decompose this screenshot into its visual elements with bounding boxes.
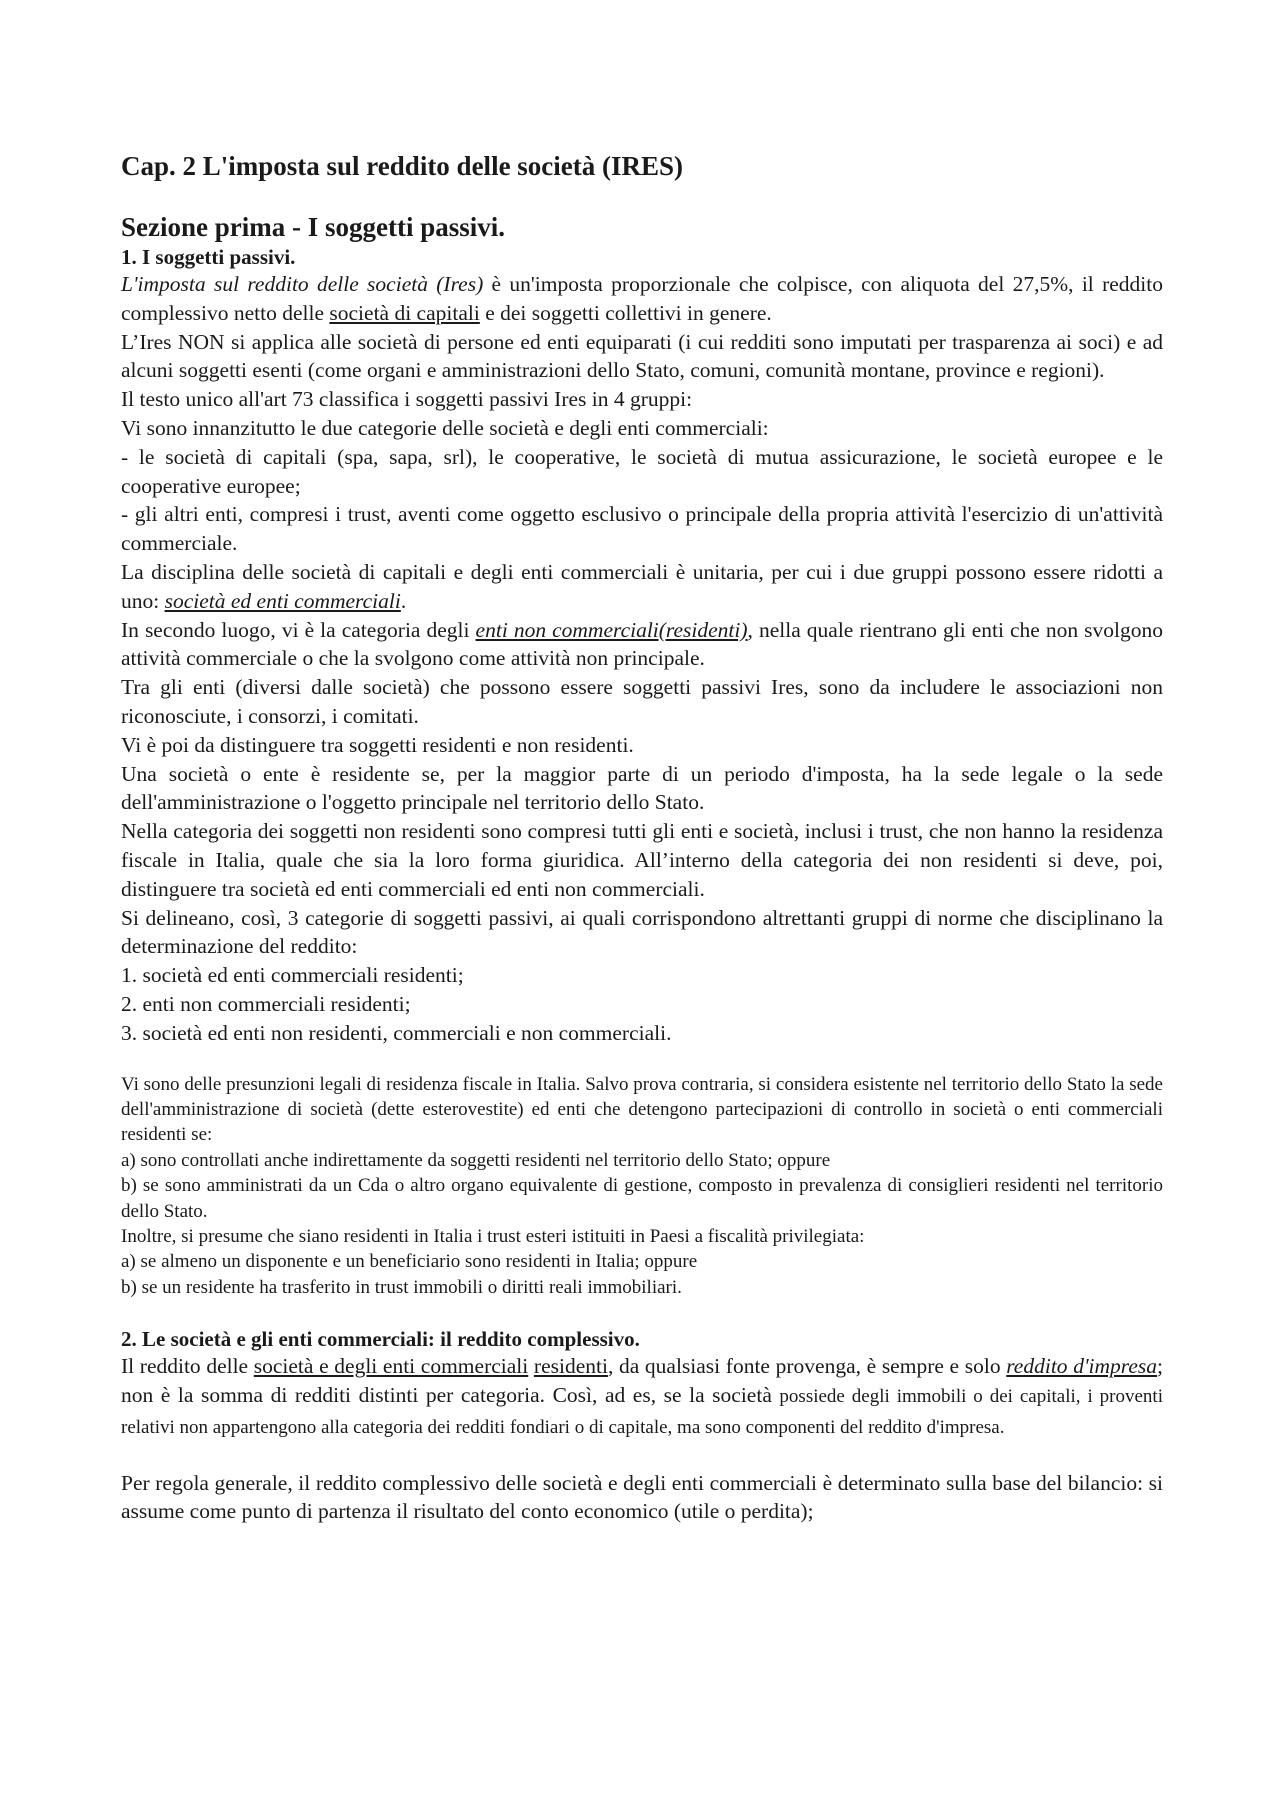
paragraph: Per regola generale, il reddito complessivo delle società e degli enti commerciali è determinato sulla base del bilancio: si assume come punto di partenza il risultato del conto economico (utile o perdita); [121, 1470, 1163, 1524]
text: è un'imposta proporzionale che colpisce, con aliquota del 27,5%, il reddito complessivo netto delle [121, 272, 1163, 325]
list-item: 3. società ed enti non residenti, commerciali e non commerciali. [121, 1020, 672, 1045]
paragraph: Una società o ente è residente se, per la maggior parte di un periodo d'imposta, ha la sede legale o la sede dell'amministrazione o l'oggetto principale nel territorio dello Stato. [121, 761, 1163, 815]
subsection-body-1 [121, 270, 1163, 1048]
section-title: Sezione prima - I soggetti passivi. [121, 212, 505, 242]
underlined-term: residenti [533, 1354, 608, 1379]
paragraph: Nella categoria dei soggetti non residenti sono compresi tutti gli enti e società, inclusi i trust, che non hanno la residenza fiscale in Italia, quale che sia la loro forma giuridica. All’interno della categoria dei non residenti si deve, poi, distinguere tra società ed enti commerciali ed enti non commerciali. [121, 819, 1163, 901]
subsection-heading-2: 2. Le società e gli enti commerciali: il reddito complessivo. [121, 1327, 640, 1352]
paragraph [121, 1352, 1163, 1442]
subsection-body-2 [121, 1352, 1163, 1526]
underlined-term: reddito d'impresa [1006, 1354, 1158, 1379]
spacer [121, 1300, 1163, 1326]
text: ; non è la somma di redditi distinti per categoria. Così, ad es, se la società [121, 1354, 1163, 1407]
paragraph: Il testo unico all'art 73 classifica i soggetti passivi Ires in 4 gruppi: [121, 387, 693, 412]
text: . [400, 588, 407, 613]
paragraph: - gli altri enti, compresi i trust, aventi come oggetto esclusivo o principale della propria attività l'esercizio di un'attività commerciale. [121, 502, 1163, 556]
text: La disciplina delle società di capitali e degli enti commerciali è unitaria, per cui i due gruppi possono essere ridotti a uno: [121, 559, 1163, 613]
paragraph: Si delineano, così, 3 categorie di soggetti passivi, ai quali corrispondono altrettanti gruppi di norme che disciplinano la determinazione del reddito: [121, 905, 1163, 959]
paragraph: Vi è poi da distinguere tra soggetti residenti e non residenti. [121, 732, 634, 757]
note-paragraph: a) sono controllati anche indirettamente da soggetti residenti nel territorio dello Stato; oppure [121, 1149, 831, 1171]
text: , da qualsiasi fonte provenga, è sempre e solo [607, 1354, 1007, 1379]
text: possiede degli immobili o dei capitali, i proventi relativi non appartengono alla categoria dei redditi fondiari o di capitale, ma sono componenti del reddito d'impresa. [121, 1385, 1163, 1438]
paragraph: Vi sono innanzitutto le due categorie delle società e degli enti commerciali: [121, 415, 769, 440]
list-item: 2. enti non commerciali residenti; [121, 991, 411, 1016]
italic-text: L'imposta sul reddito delle società (Ires) [121, 272, 484, 296]
spacer [121, 1443, 1163, 1469]
underlined-term: enti non commerciali(residenti) [475, 617, 748, 642]
subsection-heading-1: 1. I soggetti passivi. [121, 245, 296, 269]
paragraph [121, 558, 1163, 616]
residence-note [121, 1072, 1163, 1301]
paragraph: L’Ires NON si applica alle società di persone ed enti equiparati (i cui redditi sono imputati per trasparenza ai soci) e ad alcuni soggetti esenti (come organi e amministrazioni dello Stato, comuni, comunità montane, province e regioni). [121, 329, 1163, 383]
text: e dei soggetti collettivi in genere. [479, 300, 772, 325]
underlined-term: società di capitali [329, 300, 480, 325]
paragraph [121, 616, 1163, 674]
list-item: 1. società ed enti commerciali residenti; [121, 963, 464, 988]
underlined-term: società ed enti commerciali [164, 588, 401, 613]
note-paragraph: b) se sono amministrati da un Cda o altro organo equivalente di gestione, composto in prevalenza di consiglieri residenti nel territorio dello Stato. [121, 1175, 1163, 1222]
note-paragraph: b) se un residente ha trasferito in trust immobili o diritti reali immobiliari. [121, 1276, 682, 1298]
note-paragraph: a) se almeno un disponente e un beneficiario sono residenti in Italia; oppure [121, 1251, 698, 1273]
text: Il reddito delle [121, 1354, 254, 1379]
underlined-term: società e degli enti commerciali [253, 1354, 529, 1379]
text: , nella quale rientrano gli enti che non svolgono attività commerciale o che la svolgono come attività non principale. [121, 617, 1164, 671]
chapter-title: Cap. 2 L'imposta sul reddito delle società (IRES) [121, 151, 684, 181]
paragraph: - le società di capitali (spa, sapa, srl), le cooperative, le società di mutua assicurazione, le società europee e le cooperative europee; [121, 444, 1163, 498]
text: In secondo luogo, vi è la categoria degli [121, 617, 476, 642]
note-paragraph: Inoltre, si presume che siano residenti in Italia i trust esteri istituiti in Paesi a fiscalità privilegiata: [121, 1225, 865, 1247]
note-paragraph: Vi sono delle presunzioni legali di residenza fiscale in Italia. Salvo prova contraria, si considera esistente nel territorio dello Stato la sede dell'amministrazione di società (dette esterovestite) ed enti che detengono partecipazioni di controllo in società o enti commerciali residenti se: [121, 1073, 1163, 1146]
paragraph: Tra gli enti (diversi dalle società) che possono essere soggetti passivi Ires, sono da includere le associazioni non riconosciute, i consorzi, i comitati. [121, 675, 1163, 728]
paragraph [121, 270, 1163, 328]
